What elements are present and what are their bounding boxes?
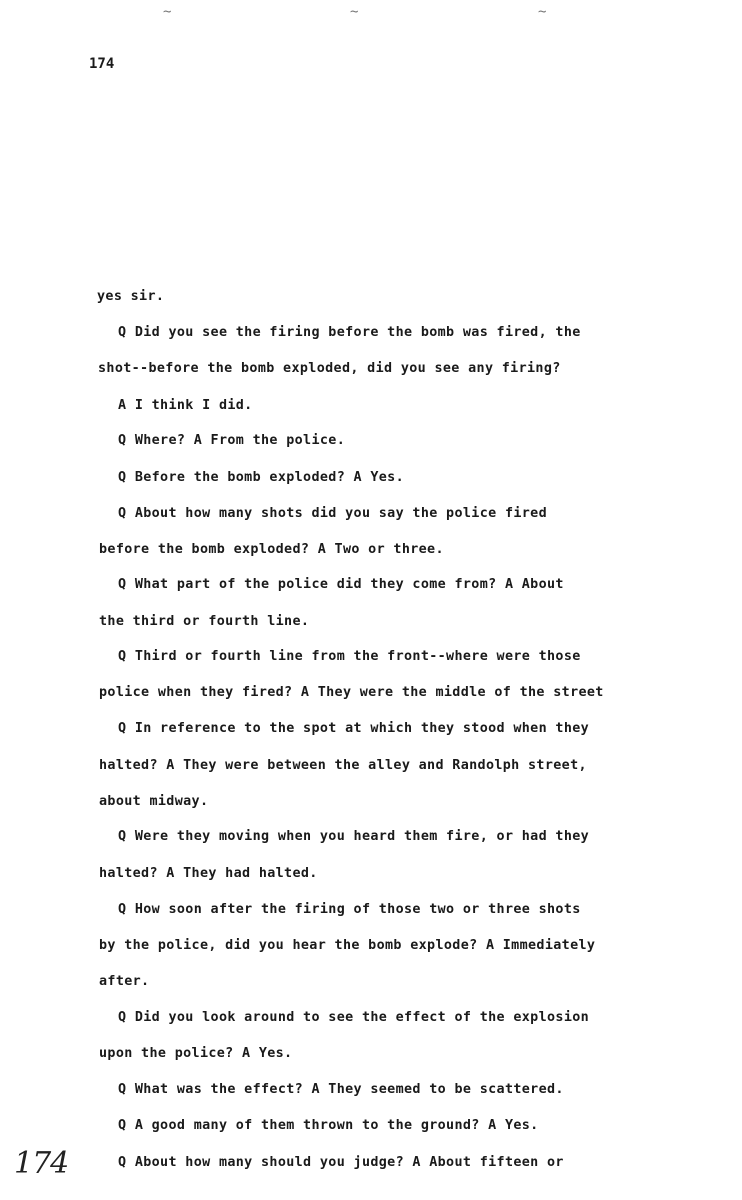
transcript-line: halted? A They were between the alley and Randolph street,: [99, 758, 587, 773]
transcript-line: shot--before the bomb exploded, did you see any firing?: [98, 361, 561, 376]
transcript-line: about midway.: [99, 794, 209, 809]
transcript-line: Q In reference to the spot at which they stood when they: [118, 721, 590, 736]
transcript-line: Q A good many of them thrown to the ground? A Yes.: [118, 1118, 539, 1133]
punch-mark: ~: [538, 4, 548, 20]
page-number: 174: [89, 56, 115, 72]
transcript-line: Q Third or fourth line from the front--where were those: [118, 649, 581, 664]
transcript-line: Q How soon after the firing of those two or three shots: [118, 902, 581, 917]
transcript-line: halted? A They had halted.: [99, 866, 318, 881]
transcript-line: A I think I did.: [118, 398, 253, 413]
transcript-line: before the bomb exploded? A Two or three.: [99, 542, 444, 557]
transcript-line: Q About how many shots did you say the police fired: [118, 506, 548, 521]
transcript-line: Q Did you see the firing before the bomb was fired, the: [118, 325, 581, 340]
punch-mark: ~: [163, 4, 173, 20]
transcript-line: upon the police? A Yes.: [99, 1046, 293, 1061]
transcript-line: Q Were they moving when you heard them fire, or had they: [118, 829, 590, 844]
handwritten-page-number: 174: [14, 1146, 69, 1181]
transcript-line: Q Did you look around to see the effect of the explosion: [118, 1010, 590, 1025]
transcript-line: Q What was the effect? A They seemed to be scattered.: [118, 1082, 564, 1097]
transcript-line: by the police, did you hear the bomb explode? A Immediately: [99, 938, 596, 953]
transcript-line: after.: [99, 974, 150, 989]
transcript-line: Q Before the bomb exploded? A Yes.: [118, 470, 405, 485]
transcript-line: Q About how many should you judge? A About fifteen or: [118, 1155, 564, 1170]
transcript-line: yes sir.: [97, 289, 165, 304]
transcript-line: the third or fourth line.: [99, 614, 310, 629]
transcript-line: police when they fired? A They were the middle of the street: [99, 685, 604, 700]
transcript-line: Q Where? A From the police.: [118, 433, 346, 448]
punch-mark: ~: [350, 4, 360, 20]
transcript-line: Q What part of the police did they come from? A About: [118, 577, 564, 592]
